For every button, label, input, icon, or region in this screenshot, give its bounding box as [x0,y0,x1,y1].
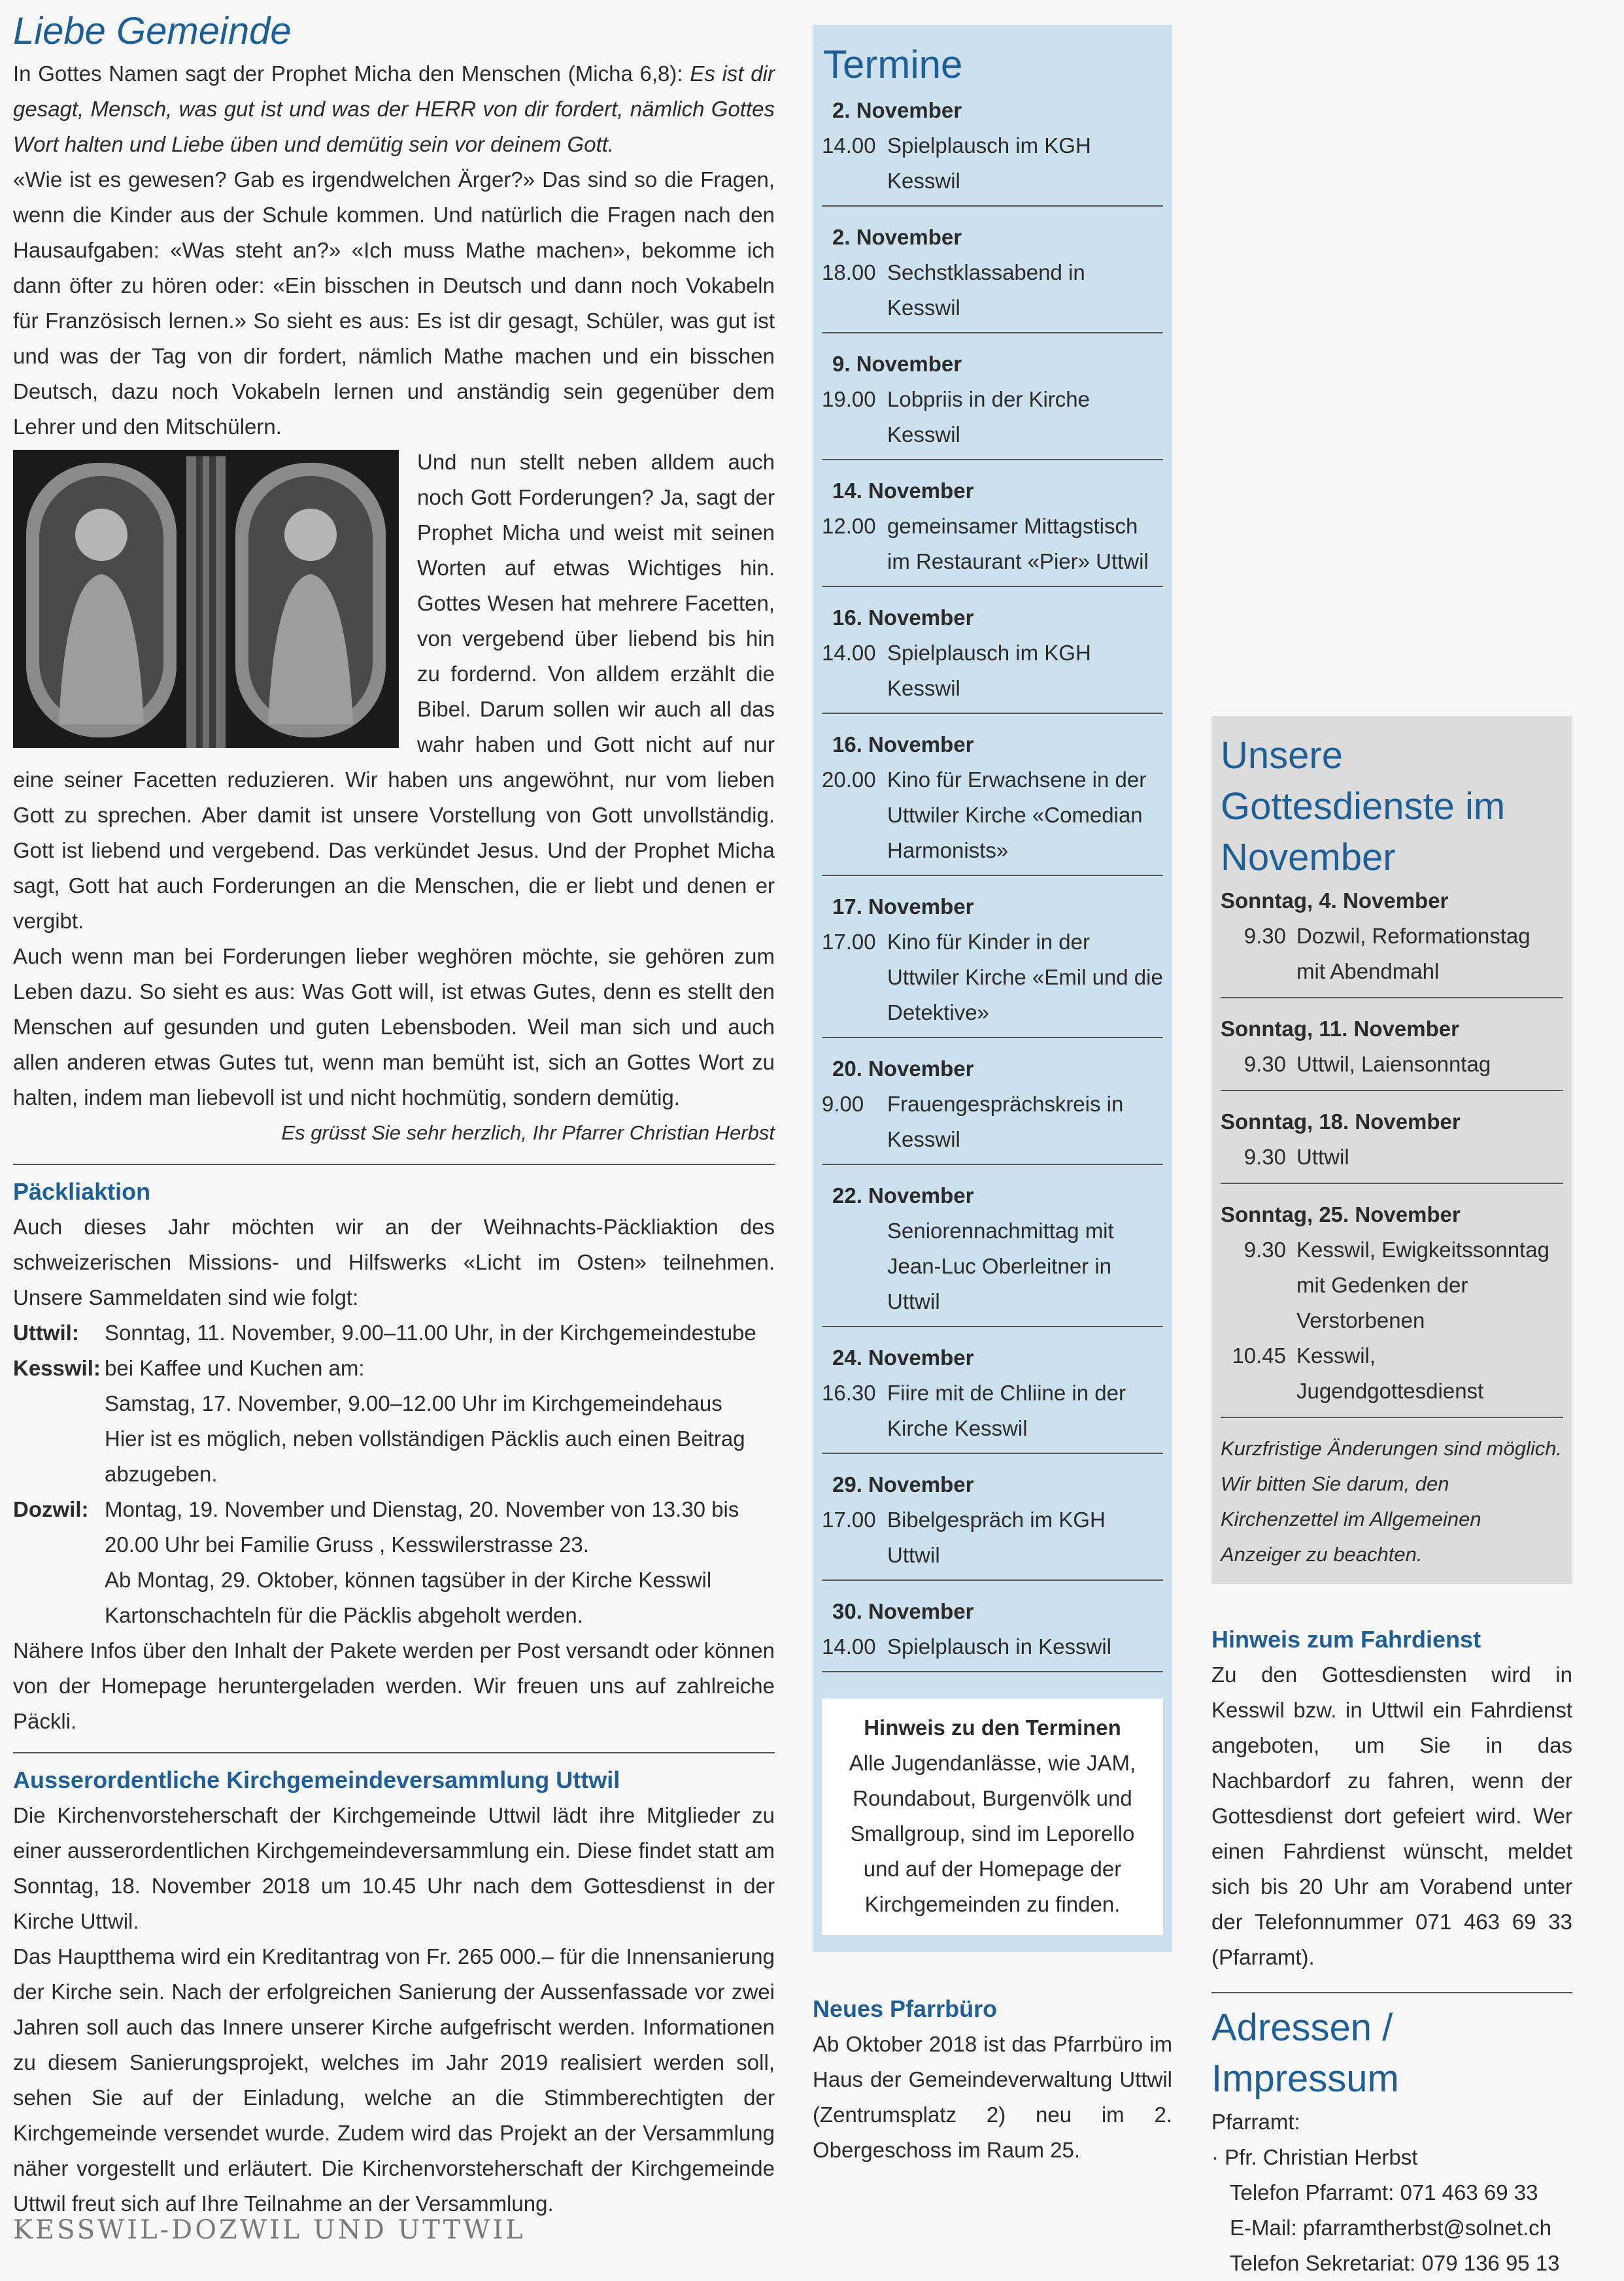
gottesdienst-row [1221,1047,1563,1082]
gottesdienste-note: Kurzfristige Änderungen sind möglich. Wir bitten Sie darum, den Kirchenzettel im Allgemeinen Anzeiger zu beachten. [1221,1437,1563,1566]
termin-time: 14.00 [822,1634,876,1659]
termin-row [822,1376,1163,1446]
gottesdienst-text: Dozwil, Reformationstag mit Abendmahl [1296,924,1531,983]
versammlung-paragraph-2: Das Hauptthema wird ein Kreditantrag von Fr. 265 000.– für die Innensanierung der Kirche sein. Nach der erfolgreichen Sanierung der Aussenfassade vor zwei Jahren soll auch das Innere unserer Kirche aufgefrischt werden. Informationen zu diesem Sanierungsprojekt, welches im Jahr 2019 realisiert werden soll, sehen Sie auf der Einladung, welche an die Stimmberechtigten der Kirchgemeinde versendet wurde. Zudem wird das Projekt an der Versammlung näher vorgestellt und erläutert. Die Kirchenvorsteherschaft der Kirchgemeinde Uttwil freut sich auf Ihre Teilnahme an der Versammlung. [13,1944,775,2216]
paeckli-uttwil: Uttwil: Sonntag, 11. November, 9.00–11.00 Uhr, in der Kirchgemeindestube [13,1321,756,1345]
gottesdienst-time: 9.30 [1243,1238,1286,1262]
divider [13,1164,775,1165]
termin-time: 17.00 [822,1508,876,1532]
paeckli-dozwil-note: Ab Montag, 29. Oktober, können tagsüber in der Kirche Kesswil Kartonschachteln für die Päcklis abgeholt werden. [105,1568,712,1627]
gottesdienste-title: Unsere Gottesdienste im November [1221,734,1506,879]
termin-time: 9.00 [822,1092,864,1116]
termin-date: 20. November [832,1056,974,1081]
paeckli-outro: Nähere Infos über den Inhalt der Pakete werden per Post versandt oder können von der Homepage heruntergeladen werden. Wir freuen uns auf zahlreiche Päckli. [13,1638,775,1733]
termin-text: Spielplausch im KGH Kesswil [887,133,1091,193]
termin-time: 19.00 [822,387,876,411]
termin-row [822,1213,1163,1319]
gottesdienst-time: 9.30 [1243,924,1286,948]
termin-time: 16.30 [822,1381,876,1405]
termin-text: Sechstklassabend in Kesswil [887,260,1085,320]
termin-date: 14. November [832,479,974,503]
pfarrbuero-heading: Neues Pfarrbüro [813,1995,998,2022]
gottesdienst-time: 9.30 [1243,1052,1286,1076]
middle-column [813,25,1172,2168]
termin-text: Lobpriis in der Kirche Kesswil [887,387,1090,447]
termin-row [822,1087,1163,1157]
fahrdienst-heading: Hinweis zum Fahrdienst [1211,1626,1481,1653]
gottesdienst-text: Kesswil, Jugendgottesdienst [1296,1343,1484,1403]
termine-hint-box [822,1698,1163,1935]
gottesdienst-row [1221,1232,1563,1338]
gottesdienst-day: Sonntag, 25. November [1221,1202,1461,1226]
paeckli-dozwil: Dozwil: Montag, 19. November und Dienstag, 20. November von 13.30 bis 20.00 Uhr bei Familie Gruss , Kesswilerstrasse 23. [13,1497,739,1557]
versammlung-paragraph-1: Die Kirchenvorsteherschaft der Kirchgemeinde Uttwil lädt ihre Mitglieder zu einer ausserordentlichen Kirchgemeindeversammlung ein. Diese findet statt am Sonntag, 18. November 2018 um 10.45 Uhr nach dem Gottesdienst in der Kirche Uttwil. [13,1803,775,1933]
adressen-secretary: Telefon Sekretariat: 079 136 95 13 [1230,2251,1560,2275]
termin-row [822,128,1163,199]
gottesdienst-item [1221,1197,1563,1418]
termin-text: Kino für Erwachsene in der Uttwiler Kirche «Comedian Harmonists» [887,768,1147,862]
paeckli-intro: Auch dieses Jahr möchten wir an der Weihnachts-Päckliaktion des schweizerischen Missions- und Hilfswerks «Licht im Osten» teilnehmen. Unsere Sammeldaten sind wie folgt: [13,1215,775,1309]
letter-paragraph-3: Und nun stellt neben alldem auch noch Gott Forderungen? Ja, sagt der Prophet Micha und weist mit seinen Worten auf etwas Wichtiges hin. Gottes Wesen hat mehrere Facetten, von vergebend über liebend bis hin zu fordernd. Von alldem erzählt die Bibel. Darum sollen wir auch all das wahr haben und Gott nicht auf nur eine seiner Facetten reduzieren. Wir haben uns angewöhnt, nur vom lieben Gott zu sprechen. Aber damit ist unsere Vorstellung von Gott unvollständig. Gott ist liebend und vergebend. Das verkündet Jesus. Und der Prophet Micha sagt, Gott hat auch Forderungen an die Menschen, die er liebt und denen er vergibt. [13,450,775,933]
termin-date: 2. November [832,98,962,122]
gottesdienst-item [1221,883,1563,998]
termin-item [822,346,1163,460]
paeckli-kesswil-note: Hier ist es möglich, neben vollständigen Päcklis auch einen Beitrag abzugeben. [105,1427,745,1486]
gottesdienst-time: 10.45 [1232,1343,1286,1368]
icon-painting-icon [13,450,399,748]
termin-time [822,1213,887,1319]
termin-row [822,255,1163,326]
left-column [13,7,775,2222]
termin-date: 24. November [832,1345,974,1370]
termine-hint-body: Alle Jugendanlässe, wie JAM, Roundabout, Burgenvölk und Smallgroup, sind im Leporello und auf der Homepage der Kirchgemeinden zu finden. [849,1751,1136,1916]
termin-date: 17. November [832,894,974,919]
gottesdienst-day: Sonntag, 11. November [1221,1017,1459,1041]
termin-text: Fiire mit de Chliine in der Kirche Kesswil [887,1381,1126,1440]
termin-item [822,220,1163,333]
termin-item [822,1051,1163,1165]
termin-item [822,600,1163,714]
termin-time: 18.00 [822,260,876,284]
divider [13,1752,775,1753]
gottesdienst-row [1221,919,1563,989]
gottesdienst-time: 9.30 [1243,1145,1286,1169]
termin-date: 29. November [832,1472,974,1496]
letter-paragraph-2: «Wie ist es gewesen? Gab es irgendwelchen Ärger?» Das sind so die Fragen, wenn die Kinder aus der Schule kommen. Und natürlich die Fragen nach den Hausaufgaben: «Was steht an?» «Ich muss Mathe machen», bekomme ich dann öfter zu hören oder: «Ein bisschen in Deutsch und dann noch Vokabeln für Französisch lernen.» So sieht es aus: Es ist dir gesagt, Schüler, was gut ist und was der Tag von dir fordert, nämlich Mathe machen und ein bisschen Deutsch, dazu noch Vokabeln lernen und anständig sein gegenüber dem Lehrer und den Mitschülern. [13,167,775,439]
termin-row [822,382,1163,452]
right-column [1211,716,1572,2281]
adressen-title: Adressen / Impressum [1211,2006,1399,2100]
gottesdienst-text: Uttwil [1296,1145,1349,1169]
termin-row [822,635,1163,706]
termin-row [822,509,1163,579]
termin-time: 14.00 [822,133,876,158]
paeckli-kesswil: Kesswil: bei Kaffee und Kuchen am: [13,1356,365,1380]
termin-time: 12.00 [822,514,876,538]
gottesdienst-day: Sonntag, 18. November [1221,1109,1461,1134]
termin-row [822,924,1163,1030]
termin-date: 9. November [832,352,962,376]
page-footer: KESSWIL-DOZWIL UND UTTWIL [13,2215,526,2245]
termine-title: Termine [823,42,963,86]
letter-signature: Es grüsst Sie sehr herzlich, Ihr Pfarrer Christian Herbst [281,1121,775,1144]
adressen-email: E-Mail: pfarramtherbst@solnet.ch [1230,2216,1552,2240]
termin-time: 14.00 [822,641,876,665]
gottesdienst-text: Kesswil, Ewigkeitssonntag mit Gedenken der Verstorbenen [1296,1238,1550,1332]
fahrdienst-text: Zu den Gottesdiensten wird in Kesswil bzw. in Uttwil ein Fahrdienst angeboten, um Sie in das Nachbardorf zu fahren, wenn der Gottesdienst dort gefeiert wird. Wer einen Fahrdienst wünscht, meldet sich bis 20 Uhr am Vorabend unter der Telefonnummer 071 463 69 33 (Pfarramt). [1211,1663,1572,1969]
termin-date: 30. November [832,1599,974,1623]
gottesdienst-item [1221,1104,1563,1184]
termin-text: Kino für Kinder in der Uttwiler Kirche «Emil und die Detektive» [887,930,1163,1024]
letter-title: Liebe Gemeinde [13,10,292,52]
termin-row [822,1629,1163,1664]
gottesdienste-panel [1211,716,1572,1584]
termin-date: 2. November [832,225,962,249]
termin-text: Seniorennachmittag mit Jean-Luc Oberleitner in Uttwil [887,1219,1114,1313]
termin-item [822,727,1163,876]
termin-text: Frauengesprächskreis in Kesswil [887,1092,1124,1151]
paeckli-kesswil-date: Samstag, 17. November, 9.00–12.00 Uhr im Kirchgemeindehaus [105,1391,722,1415]
adressen-name: · Pfr. Christian Herbst [1211,2145,1418,2169]
adressen-label: Pfarramt: [1211,2110,1300,2134]
termine-hint-title: Hinweis zu den Terminen [864,1715,1121,1740]
termine-panel [813,25,1172,1952]
termin-time: 20.00 [822,768,876,792]
letter-paragraph-4: Auch wenn man bei Forderungen lieber weghören möchte, sie gehören zum Leben dazu. So sieht es aus: Was Gott will, ist etwas Gutes, denn es stellt den Menschen auf gesunden und guten Lebensboden. Weil man sich und auch allen anderen etwas Gutes tut, wenn man bemüht ist, sich an Gottes Wort zu halten, indem man liebevoll ist und nicht hochmütig, sondern demütig. [13,944,775,1109]
gottesdienst-row [1221,1338,1563,1409]
paeckli-heading: Päckliaktion [13,1178,151,1205]
termin-item [822,1467,1163,1581]
termin-text: Spielplausch im KGH Kesswil [887,641,1091,700]
termin-text: gemeinsamer Mittagstisch im Restaurant «Pier» Uttwil [887,514,1149,573]
bullet-icon: · [1211,2145,1225,2169]
termin-time: 17.00 [822,930,876,954]
termin-item [822,473,1163,587]
gottesdienst-day: Sonntag, 4. November [1221,888,1449,913]
termine-list [822,93,1163,1672]
termin-item [822,1178,1163,1327]
gottesdienst-row [1221,1140,1563,1175]
letter-intro: In Gottes Namen sagt der Prophet Micha den Menschen (Micha 6,8): Es ist dir gesagt, Mensch, was gut ist und was der HERR von dir fordert, nämlich Gottes Wort halten und Liebe üben und demütig sein vor deinem Gott. [13,61,775,156]
termin-date: 22. November [832,1183,974,1208]
termin-text: Spielplausch in Kesswil [887,1634,1112,1659]
termin-date: 16. November [832,732,974,756]
termin-item [822,1340,1163,1454]
versammlung-heading: Ausserordentliche Kirchgemeindeversammlung Uttwil [13,1766,620,1793]
gottesdienst-text: Uttwil, Laiensonntag [1296,1052,1491,1076]
adressen-phone: Telefon Pfarramt: 071 463 69 33 [1230,2180,1538,2205]
gottesdienste-list [1221,883,1563,1418]
church-icons-photo [13,450,399,748]
termin-row [822,1502,1163,1573]
micha-quote: Es ist dir gesagt, Mensch, was gut ist und was der HERR von dir fordert, nämlich Gottes Wort halten und Liebe üben und demütig sein vor deinem Gott. [13,61,775,156]
pfarrbuero-text: Ab Oktober 2018 ist das Pfarrbüro im Haus der Gemeindeverwaltung Uttwil (Zentrumsplatz 2) neu im 2. Obergeschoss im Raum 25. [813,2032,1172,2162]
termin-date: 16. November [832,605,974,630]
termin-row [822,762,1163,868]
termin-item [822,889,1163,1038]
termin-item [822,1594,1163,1672]
gottesdienst-item [1221,1011,1563,1091]
termin-text: Bibelgespräch im KGH Uttwil [887,1508,1106,1567]
divider [1211,1992,1572,1993]
termin-item [822,93,1163,207]
